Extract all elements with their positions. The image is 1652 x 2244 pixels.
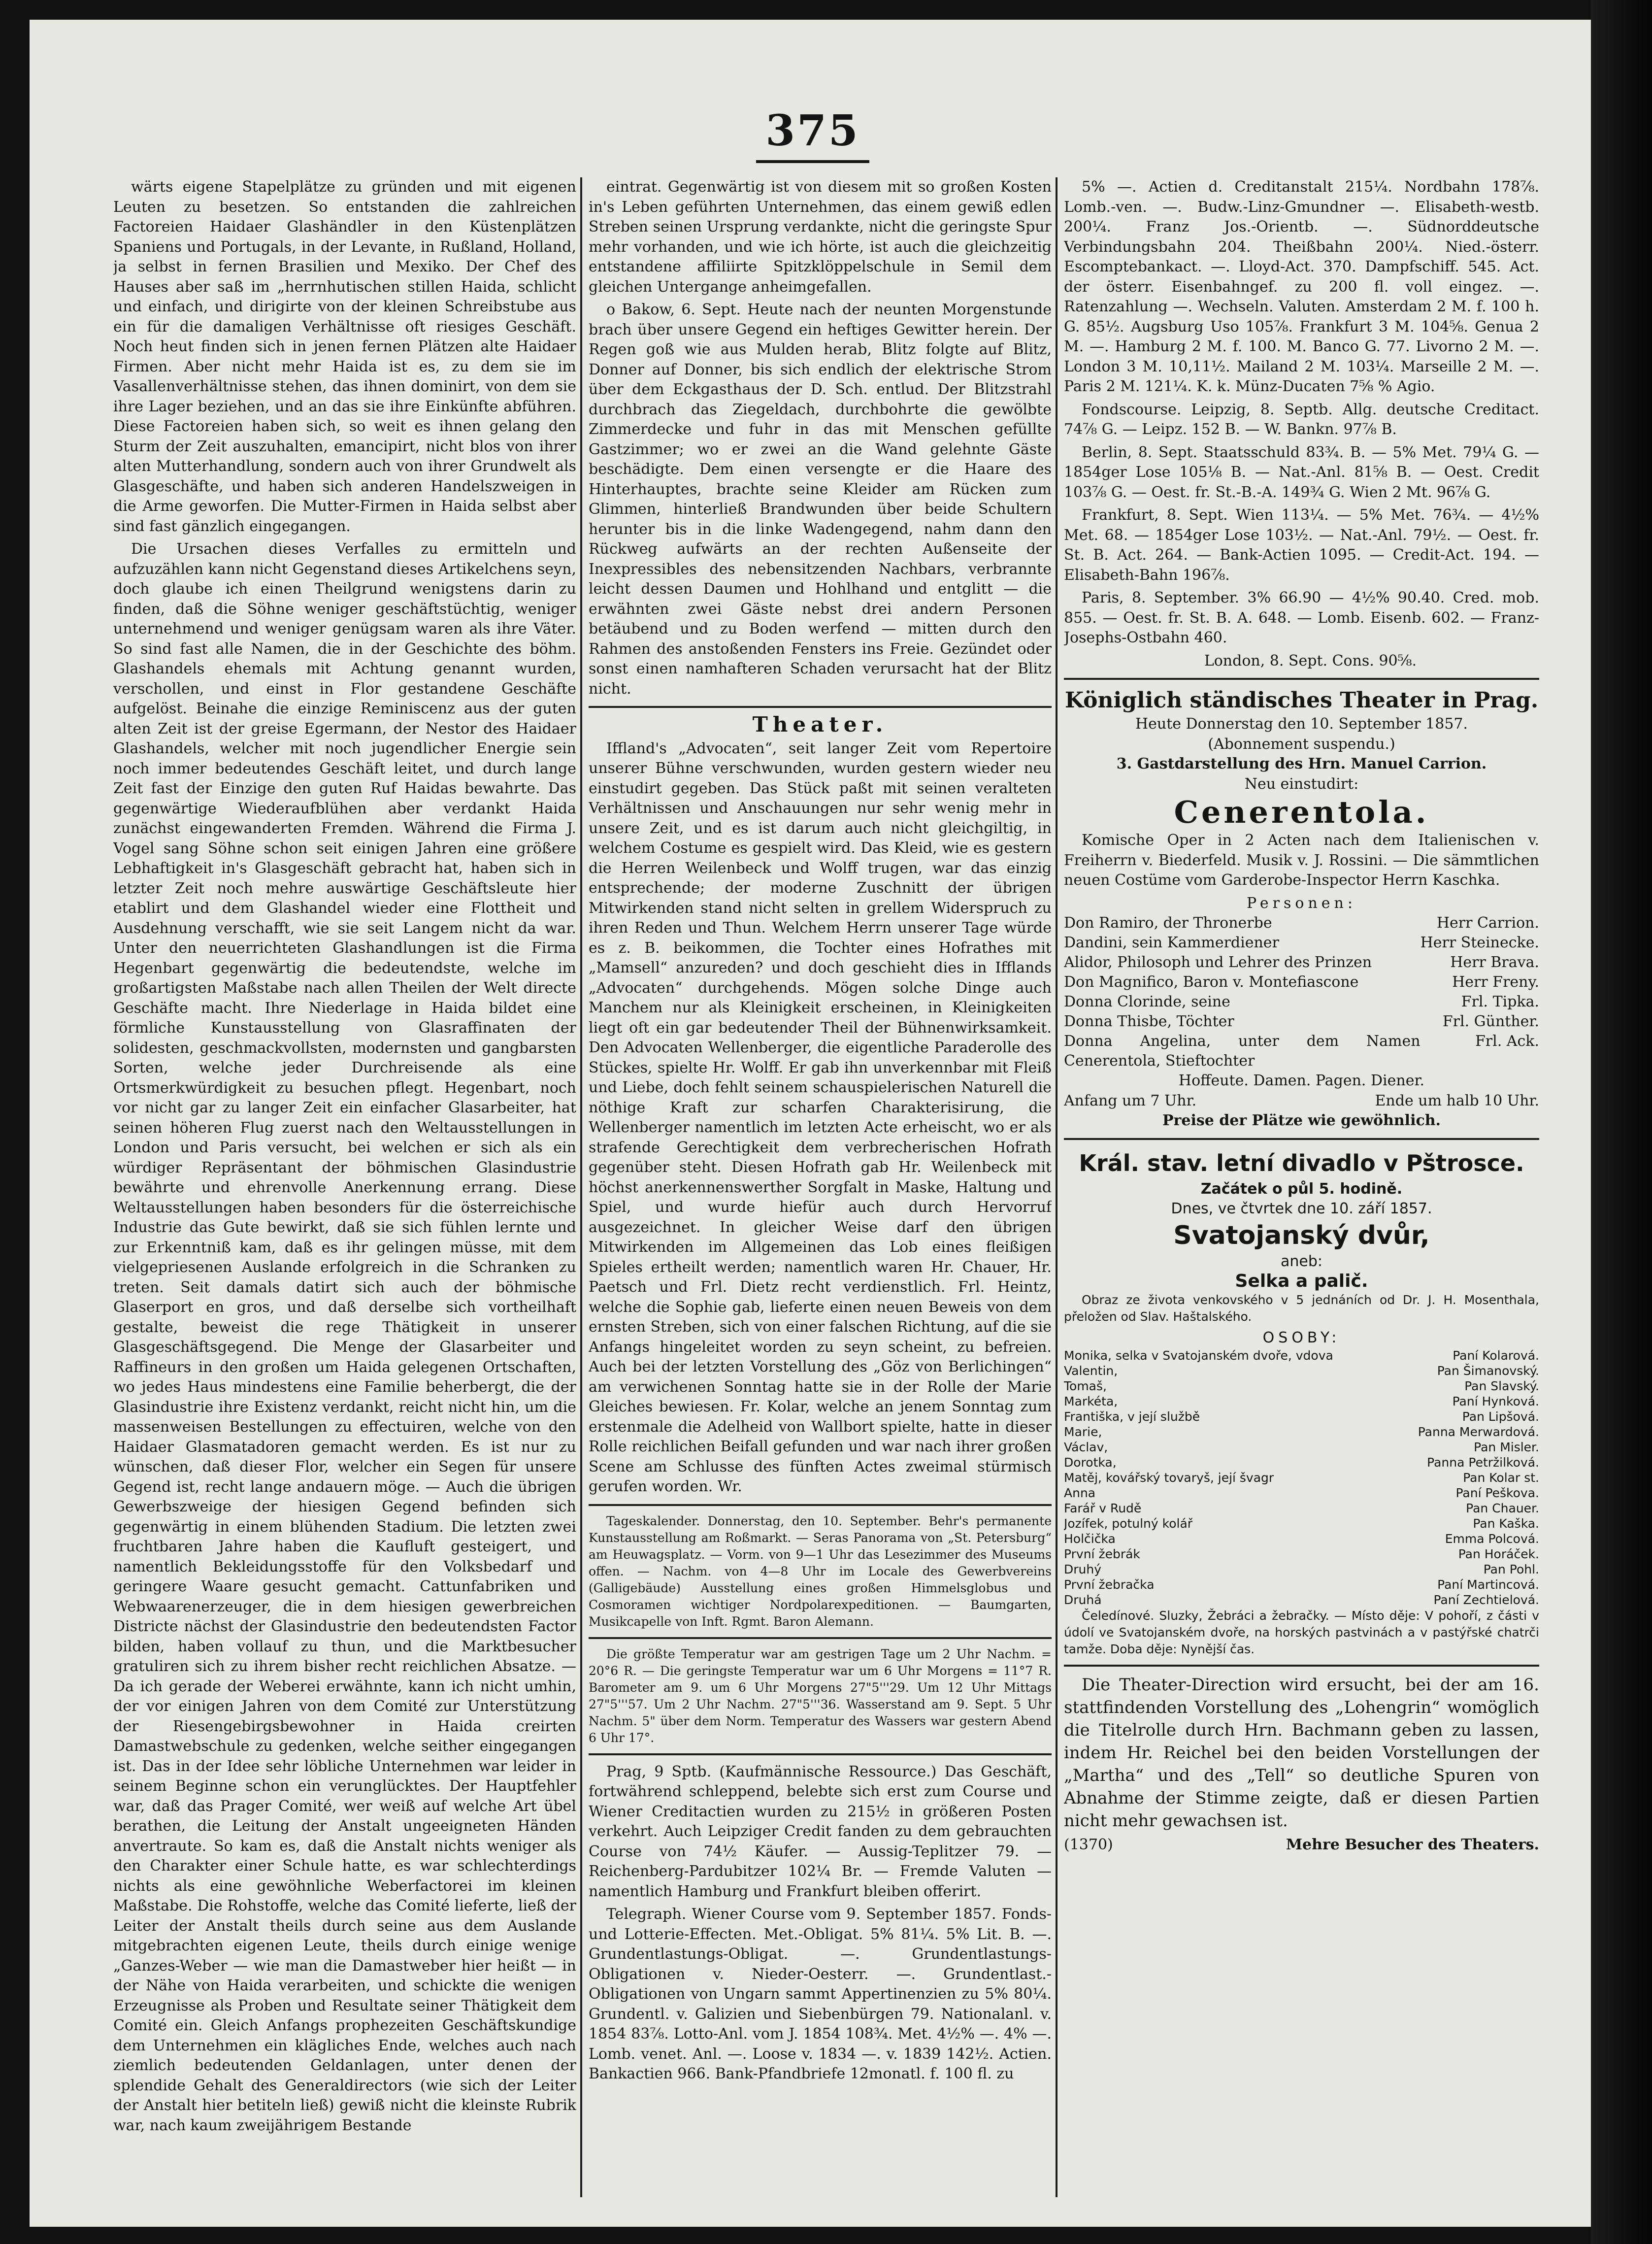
notice-signature: Mehre Besucher des Theaters.: [1286, 1836, 1539, 1853]
cast-actor: Paní Hynková.: [1452, 1394, 1539, 1408]
cast-actor: Pan Chauer.: [1466, 1501, 1539, 1515]
theater-heading: Theater.: [752, 712, 888, 737]
cast-actor: Pan Kaška.: [1473, 1516, 1539, 1531]
cast-actor: Pan Misler.: [1474, 1440, 1539, 1454]
theater-review: Iffland's „Advocaten“, seit langer Zeit vom Repertoire unserer Bühne verschwunden, wurden gestern wieder neu einstudirt gegeben. Das Stück paßt mit seinen veralteten Verhältnissen und Anschauungen nur sehr wenig mehr in unsere Zeit, und es ist darum auch nicht gleichgiltig, in welchem Costume es gespielt wird. Das Kleid, wie es gestern die Herren Weilenbeck und Wolff trugen, war das einzig entsprechende; der moderne Zuschnitt der übrigen Mitwirkenden stand nicht selten in grellem Widerspruch zu ihren Reden und Thun. Welchem Herrn unserer Tage würde es z. B. beikommen, die Tochter eines Hofrathes mit „Mamsell“ anzureden? und doch geschieht dies in Ifflands „Advocaten“ durchgehends. Mögen solche Dinge auch Manchem nur als Kleinigkeit erscheinen, in Kleinigkeiten liegt oft ein gar bedeutender Theil der Bühnenwirksamkeit. Den Advocaten Wellenberger, die eigentliche Paraderolle des Stückes, spielte Hr. Wolff. Er gab ihn unverkennbar mit Fleiß und Liebe, doch fehlt seinem schauspielerischen Naturell die nöthige Kraft zur scharfen Charakterisirung, die Wellenberger namentlich im letzten Acte erheischt, wo er als strafende Gerechtigkeit dem verbrecherischen Hofrath gegenüber steht. Diesen Hofrath gab Hr. Weilenbeck mit höchst anerkennenswerther Sorgfalt in Maske, Haltung und Spiel, und wurde hiefür auch durch Hervorruf ausgezeichnet. In gleicher Weise darf den übrigen Mitwirkenden im Allgemeinen das Lob eines fleißigen Spieles ertheilt werden; namentlich waren Hr. Chauer, Hr. Paetsch und Frl. Dietz recht verdienstlich. Frl. Heintz, welche die Sophie gab, lieferte einen neuen Beweis von dem ernsten Streben, sich von einer falschen Richtung, auf die sie Anfangs hingeleitet worden zu seyn scheint, zu befreien. Auch bei der letzten Vorstellung des „Göz von Berlichingen“ am verwichenen Sonntag hatte sie in der Rolle der Marie Gleiches bewiesen. Fr. Kolar, welche an jenem Sonntag zum erstenmale die Adelheid von Wallbort spielte, hatte in dieser Rolle reichlichen Beifall gefunden und war nach ihrer großen Scene am Schlusse des fünften Actes zweimal stürmisch gerufen worden. Wr.: [589, 739, 1052, 1495]
cast-role: Donna Thisbe, Töchter: [1064, 1013, 1234, 1030]
price-note: Preise der Plätze wie gewöhnlich.: [1162, 1112, 1441, 1129]
section-divider: [589, 1753, 1052, 1755]
article-paragraph: Die Ursachen dieses Verfalles zu ermitteln und aufzuzählen kann nicht Gegenstand dieses Artikelchens seyn, doch glaube ich einen Theilgrund wenigstens darin zu finden, daß die Söhne weniger geschäftstüchtig, weniger unternehmend und weniger genügsam waren als ihre Väter. So sind fast alle Namen, die in der Geschichte des böhm. Glashandels ehemals mit Achtung genannt wurden, verschollen, und einst in Flor gestandene Geschäfte aufgelöst. Beinahe die einzige Reminiscenz aus der guten alten Zeit ist der greise Egermann, der Nestor des Haidaer Glashandels, welcher mit noch jugendlicher Energie sein noch immer bedeutendes Geschäft leitet, und durch lange Zeit fast der Einzige den guten Ruf Haidas bewahrte. Das gegenwärtige Wiederaufblühen aber verdankt Haida zunächst eingewanderten Fremden. Während die Firma J. Vogel sang Söhne schon seit einigen Jahren eine größere Lebhaftigkeit in's Glasgeschäft gebracht hat, haben sich in letzter Zeit noch mehre auswärtige Geschäftsleute hier etablirt und dem Glashandel wieder eine Flottheit und Ausdehnung verschafft, wie sie seit Langem nicht da war. Unter den neuerrichteten Glashandlungen ist die Firma Hegenbart gegenwärtig die bedeutendste, welche im großartigsten Maßstabe nach allen Theilen der Welt directe Geschäfte macht. Ihre Niederlage in Haida bildet eine förmliche Kunstausstellung von Glasraffinaten der solidesten, geschmackvollsten, modernsten und gangbarsten Sorten, welche jeder Durchreisende als eine Ortsmerkwürdigkeit zu besuchen pflegt. Hegenbart, noch vor nicht gar zu langer Zeit ein einfacher Glasarbeiter, hat seinen höheren Flug zuerst nach den Weltausstellungen in London und Paris versucht, bei welchen er sich als ein würdiger Repräsentant der böhmischen Glasindustrie bewährte und ehrenvolle Anerkennung errang. Diese Weltausstellungen haben besonders für die österreichische Industrie das Gute bewirkt, daß sie sich fühlen lernte und zur Erkenntniß kam, daß es ihr gelingen müsse, mit dem vielgepriesenen Auslande erfolgreich in die Schranken zu treten. Seit damals datirt sich auch der böhmische Glaserport en gros, und daß derselbe sich vortheilhaft gestalte, beweist die rege Thätigkeit in unserer Glasgeschäftsgegend. Die Menge der Glasarbeiter und Raffineurs in den großen um Haida gelegenen Ortschaften, wo jedes Haus mindestens eine Familie beherbergt, die der Glasindustrie ihre Existenz verdankt, reicht nicht hin, um die massenweisen Bestellungen zu effectuiren, welche von den Haidaer Glasmatadoren gemacht werden. Es ist nur zu wünschen, daß dieser Flor, welcher ein Segen für unsere Gegend ist, recht lange andauern möge. — Auch die übrigen Gewerbszweige der hiesigen Gegend befinden sich gegenwärtig in einem blühenden Stadium. Die letzten zwei fruchtbaren Jahre haben die Kaufluft gesteigert, und namentlich Bekleidungsstoffe für den Volksbedarf und geringere Waare gesucht gemacht. Cattunfabriken und Webwaarenerzeuger, die in dem hiesigen gewerbreichen Districte nächst der Glasindustrie den bedeutendsten Factor bilden, haben vollauf zu thun, und die Marktbesucher gratuliren sich zu ihrem bisher recht reichlichen Absatze. — Da ich gerade der Weberei erwähnte, kann ich nicht umhin, der vor einigen Jahren von dem Comité zur Unterstützung der Riesengebirgsbewohner in Haida creirten Damastwebschule zu gedenken, welche seither eingegangen ist. Das in der Idee sehr löbliche Unternehmen war leider in seinem Beginne schon ein verunglücktes. Der Hauptfehler war, daß das Prager Comité, wer weiß auf welche Art übel berathen, die Leitung der Anstalt ungeeigneten Händen anvertraute. So kam es, daß die Anstalt nichts weniger als den Charakter einer Schule hatte, es war schlechterdings nichts als eine gewöhnliche Weberfactorei im kleinen Maßstabe. Die Rohstoffe, welche das Comité lieferte, ließ der Leiter der Anstalt theils durch seine aus dem Auslande mitgebrachten eigenen Leute, theils durch einige wenige „Ganzes-Weber — wie man die Damastweber hier heißt — in der Nähe von Haida verarbeiten, und schickte die wenigen Erzeugnisse als Proben und Resultate seiner Thätigkeit dem Comité ein. Gleich Anfangs prophezeiten Geschäftskundige dem Unternehmen ein klägliches Ende, welches auch nach ziemlich bedeutenden Geldanlagen, unter denen der splendide Gehalt des Generaldirectors (wie sich der Leiter der Anstalt hier betiteln ließ) gewiß nicht die kleinste Rubrik war, nach kaum zweijährigem Bestande: [113, 540, 576, 2134]
cast-role: Markéta,: [1064, 1394, 1118, 1408]
czech-play-title: Svatojanský dvůr,: [1173, 1220, 1430, 1250]
cast-row: [1064, 1501, 1539, 1516]
chorus-line: Hoffeute. Damen. Pagen. Diener.: [1178, 1072, 1425, 1089]
cast-role: Václav,: [1064, 1440, 1108, 1454]
section-divider: [589, 1504, 1052, 1506]
czech-description: Obraz ze života venkovského v 5 jednáních od Dr. J. H. Mosenthala, přeložen od Slav. Haštalského.: [1064, 1292, 1539, 1324]
cast-row: [1064, 913, 1539, 933]
exchange-paragraph: London, 8. Sept. Cons. 90⅝.: [1204, 652, 1417, 670]
start-time: Anfang um 7 Uhr.: [1064, 1092, 1197, 1109]
cast-row: [1064, 1577, 1539, 1592]
cast-role: Tomaš,: [1064, 1379, 1107, 1393]
cast-actor: Paní Zechtielová.: [1433, 1593, 1539, 1607]
cast-actor: Frl. Tipka.: [1461, 993, 1539, 1010]
cast-role: Marie,: [1064, 1425, 1102, 1439]
czech-subtitle: Selka a palič.: [1235, 1271, 1368, 1291]
abonnement-note: (Abonnement suspendu.): [1208, 735, 1395, 753]
cast-role: Donna Angelina, unter dem Namen Cenerentola, Stieftochter: [1064, 1033, 1421, 1070]
performance-date: Heute Donnerstag den 10. September 1857.: [1135, 715, 1468, 733]
czech-date: Dnes, ve čtvrtek dne 10. září 1857.: [1171, 1200, 1432, 1217]
cast-row: [1064, 1470, 1539, 1485]
czech-cast-table: [1064, 1348, 1539, 1608]
opera-description: Komische Oper in 2 Acten nach dem Italienischen v. Freiherrn v. Biederfeld. Musik v. J. Rossini. — Die sämmtlichen neuen Costüme vom Garderobe-Inspector Herrn Kaschka.: [1064, 832, 1539, 889]
cast-row: [1064, 1562, 1539, 1577]
tageskalender: Tageskalender. Donnerstag, den 10. September. Behr's permanente Kunstausstellung am Roßmarkt. — Seras Panorama von „St. Petersburg“ am Heuwagsplatz. — Vorm. von 9—1 Uhr das Lesezimmer des Museums offen. — Nachm. von 4—8 Uhr im Locale des Gewerbvereins (Galligebäude) Ausstellung eines großen Himmelsglobus und Cosmoramen wichtiger Nordpolarexpeditionen. — Baumgarten, Musikcapelle von Inft. Rgmt. Baron Alemann.: [589, 1513, 1052, 1629]
cast-actor: Pan Kolar st.: [1463, 1471, 1539, 1485]
column-divider: [580, 177, 582, 2197]
exchange-paragraph: Fondscourse. Leipzig, 8. Septb. Allg. deutsche Creditact. 74⅞ G. — Leipz. 152 B. — W. Bankn. 97⅞ B.: [1064, 401, 1539, 438]
opera-title: Cenerentola.: [1174, 794, 1429, 830]
cast-heading: Personen:: [1247, 894, 1356, 912]
cast-row: [1064, 1485, 1539, 1501]
article-paragraph: eintrat. Gegenwärtig ist von diesem mit so großen Kosten in's Leben geführten Unternehmen, das einem gewiß edlen Streben seinen Ursprung verdankte, nicht die geringste Spur mehr vorhanden, und wie ich hörte, ist auch die gleichzeitig entstandene affiliirte Spitzklöppelschule in Semil dem gleichen Untergange anheimgefallen.: [589, 178, 1052, 296]
cast-role: Farář v Rudě: [1064, 1501, 1142, 1515]
cast-role: Don Magnifico, Baron v. Montefiascone: [1064, 973, 1359, 991]
page-number-rule: [756, 160, 869, 163]
cast-actor: Paní Kolarová.: [1453, 1348, 1539, 1363]
czech-aneb: aneb:: [1280, 1252, 1322, 1270]
cast-row: [1064, 992, 1539, 1012]
theater-title: Königlich ständisches Theater in Prag.: [1064, 688, 1539, 713]
exchange-paragraph: Berlin, 8. Sept. Staatsschuld 83¾. B. — 5% Met. 79¼ G. — 1854ger Lose 105⅛ B. — Nat.-Anl. 81⅝ B. — Oest. Credit 103⅞ G. — Oest. fr. St.-B.-A. 149¾ G. Wien 2 Mt. 96⅞ G.: [1064, 443, 1539, 501]
cast-actor: Panna Petržilková.: [1427, 1455, 1539, 1470]
cast-actor: Emma Polcová.: [1445, 1532, 1539, 1546]
right-column: [1064, 177, 1539, 2192]
cast-actor: Panna Merwardová.: [1418, 1425, 1539, 1439]
middle-column: [589, 177, 1052, 2192]
guest-performance: 3. Gastdarstellung des Hrn. Manuel Carrion.: [1116, 755, 1487, 772]
cast-row: [1064, 1032, 1539, 1071]
cast-role: Dandini, sein Kammerdiener: [1064, 934, 1279, 951]
scan-edge: [1591, 0, 1652, 2244]
end-time: Ende um halb 10 Uhr.: [1375, 1092, 1539, 1109]
cast-role: Druhý: [1064, 1562, 1102, 1576]
article-paragraph: wärts eigene Stapelplätze zu gründen und mit eigenen Leuten zu besetzen. So entstanden die zahlreichen Factoreien Haidaer Glashändler in den Küstenplätzen Spaniens und Portugals, in der Levante, in Rußland, Holland, ja selbst in fernen Brasilien und Mexiko. Der Chef des Hauses aber saß im „herrnhutischen stillen Haida, schlicht und einfach, und dirigirte von der kleinen Schreibstube aus ein für die damaligen Verhältnisse oft riesiges Geschäft. Noch heut finden sich in jenen fernen Plätzen alte Haidaer Firmen. Aber nicht mehr Haida ist es, zu dem sie im Vasallenverhältnisse stehen, das ihnen dominirt, von dem sie ihre Lager beziehen, und an das sie ihre Einkünfte abführen. Diese Factoreien haben sich, so weit es ihnen gelang den Sturm der Zeit auszuhalten, emancipirt, nicht blos von ihrer alten Mutterhandlung, sondern auch von ihrer Grundwelt als Glasgeschäfte, und haben sich anderen Handelszweigen in die Arme geworfen. Die Mutter-Firmen in Haida selbst aber sind fast gänzlich eingegangen.: [113, 178, 576, 535]
cast-role: První žebračka: [1064, 1577, 1155, 1592]
cast-role: Alidor, Philosoph und Lehrer des Prinzen: [1064, 954, 1372, 971]
cast-actor: Pan Slavský.: [1464, 1379, 1539, 1393]
column-divider: [1056, 177, 1057, 2197]
reader-notice: Die Theater-Direction wird ersucht, bei der am 16. stattfindenden Vorstellung des „Lohengrin“ womöglich die Titelrolle durch Hrn. Bachmann geben zu lassen, indem Hr. Reichel bei den beiden Vorstellungen der „Martha“ und des „Tell“ so deutliche Spuren von Abnahme der Stimme zeigte, daß er diesen Partien nicht mehr gewachsen ist.: [1064, 1675, 1539, 1831]
cast-row: [1064, 933, 1539, 953]
cast-row: [1064, 1378, 1539, 1394]
cast-actor: Paní Peškova.: [1455, 1486, 1539, 1500]
cast-actor: Frl. Günther.: [1442, 1013, 1539, 1030]
cast-actor: Frl. Ack.: [1475, 1033, 1539, 1050]
cast-row: [1064, 1516, 1539, 1531]
exchange-paragraph: Frankfurt, 8. Sept. Wien 113¼. — 5% Met. 76¾. — 4½% Met. 68. — 1854ger Lose 103½. — Nat.-Anl. 79½. — Oest. fr. St. B. Act. 264. — Bank-Actien 1095. — Credit-Act. 194. — Elisabeth-Bahn 196⅞.: [1064, 506, 1539, 584]
left-column: [113, 177, 576, 2192]
cast-role: Anna: [1064, 1486, 1096, 1500]
cast-actor: Pan Šimanovský.: [1437, 1364, 1539, 1378]
cast-role: Františka, v její službě: [1064, 1409, 1200, 1424]
cast-row: [1064, 1455, 1539, 1470]
cast-row: [1064, 953, 1539, 972]
cast-row: [1064, 1363, 1539, 1378]
cast-role: Donna Clorinde, seine: [1064, 993, 1230, 1010]
cast-row: [1064, 972, 1539, 992]
czech-chorus: Čeledínové. Sluzky, Žebráci a žebračky. — Místo děje: V pohoří, z části v údolí ve Svatojanském dvoře, na horských pastvinách a v pastýřské chatrči tamže. Doba děje: Nynější čas.: [1064, 1608, 1539, 1656]
market-report: Prag, 9 Sptb. (Kaufmännische Ressource.) Das Geschäft, fortwährend schleppend, belebte sich erst zum Course und Wiener Creditactien wurden zu 215½ in größeren Posten verkehrt. Auch Leipziger Credit fanden zu dem gebrauchten Course von 74½ Käufer. — Aussig-Teplitzer 79. — Reichenberg-Pardubitzer 102¼ Br. — Fremde Valuten — namentlich Hamburg und Frankfurt bleiben offerirt.: [589, 1763, 1052, 1900]
cast-actor: Pan Lipšová.: [1462, 1409, 1539, 1424]
page-number: 375: [765, 106, 860, 156]
cast-row: [1064, 1409, 1539, 1424]
notice-number: (1370): [1064, 1836, 1113, 1853]
section-divider: [1064, 678, 1539, 680]
telegraph-report: Telegraph. Wiener Course vom 9. September 1857. Fonds- und Lotterie-Effecten. Met.-Obligat. 5% 81¼. 5% Lit. B. —. Grundentlastungs-Obligat. —. Grundentlastungs-Obligationen v. Nieder-Oesterr. —. Grundentlast.-Obligationen von Ungarn sammt Appertinenzien zu 5% 80¼. Grundentl. v. Galizien und Siebenbürgen 79. Nationalanl. v. 1854 83⅞. Lotto-Anl. vom J. 1854 108¾. Met. 4½% —. 4% —. Lomb. venet. Anl. —. Loose v. 1834 —. v. 1839 142½. Actien. Bankactien 966. Bank-Pfandbriefe 12monatl. f. 100 fl. zu: [589, 1906, 1052, 2082]
article-paragraph: o Bakow, 6. Sept. Heute nach der neunten Morgenstunde brach über unsere Gegend ein heftiges Gewitter herein. Der Regen goß wie aus Mulden herab, Blitz folgte auf Blitz, Donner auf Donner, bis sich endlich der elektrische Strom über dem Eckgasthaus der D. Sch. entlud. Der Blitzstrahl durchbrach das Ziegeldach, durchbohrte die gewölbte Zimmerdecke und fuhr in das mit Menschen gefüllte Gastzimmer; wo er zwei an die Wand gelehnte Gäste beschädigte. Dem einen versengte er die Haare des Hinterhauptes, brachte seine Kleider am Rücken zum Glimmen, hinterließ Brandwunden über beide Schultern herunter bis in die linke Wadengegend, nahm dann den Rückweg aufwärts an der rechten Außenseite der Inexpressibles des nebensitzenden Nachbars, verbrannte leicht dessen Daumen und Hohlhand und entglitt — die erwähnten zwei Gäste nebst drei andern Personen betäubend und zu Boden werfend — mitten durch den Rahmen des anstoßenden Fensters ins Freie. Gezündet oder sonst einen namhafteren Schaden verursacht hat der Blitz nicht.: [589, 301, 1052, 698]
section-divider: [1064, 1138, 1539, 1140]
times-row: [1064, 1091, 1539, 1111]
cast-row: [1064, 1012, 1539, 1032]
weather-report: Die größte Temperatur war am gestrigen Tage um 2 Uhr Nachm. = 20°6 R. — Die geringste Temperatur war um 6 Uhr Morgens = 11°7 R. Barometer am 9. um 6 Uhr Morgens 27"5'''29. Um 12 Uhr Mittags 27"5'''57. Um 2 Uhr Nachm. 27"5'''36. Wasserstand am 9. Sept. 5 Uhr Nachm. 5" über dem Norm. Temperatur des Wassers war gestern Abend 6 Uhr 17°.: [589, 1646, 1052, 1745]
section-divider: [589, 706, 1052, 708]
cast-role: Dorotka,: [1064, 1455, 1117, 1470]
notice-footer: [1064, 1835, 1539, 1855]
cast-actor: Paní Martincová.: [1437, 1577, 1539, 1592]
cast-role: První žebrák: [1064, 1547, 1140, 1561]
cast-role: Jozífek, potulný kolář: [1064, 1516, 1193, 1531]
cast-role: Druhá: [1064, 1593, 1102, 1607]
cast-role: Holčička: [1064, 1532, 1116, 1546]
cast-actor: Herr Steinecke.: [1420, 934, 1539, 951]
newspaper-page: [30, 20, 1591, 2227]
exchange-paragraph: 5% —. Actien d. Creditanstalt 215¼. Nordbahn 178⅞. Lomb.-ven. —. Budw.-Linz-Gmundner —. Elisabeth-westb. 200¼. Franz Jos.-Orientb. —. Südnorddeutsche Verbindungsbahn 204. Theißbahn 200¼. Nied.-österr. Escomptebankact. —. Lloyd-Act. 370. Dampfschiff. 545. Act. der österr. Eisenbahngef. zu 200 fl. voll eingez. —. Ratenzahlung —. Wechseln. Valuten. Amsterdam 2 M. f. 100 h. G. 85½. Augsburg Uso 105⅞. Frankfurt 3 M. 104⅝. Genua 2 M. —. Hamburg 2 M. f. 100. M. Banco G. 77. Livorno 2 M. —. London 3 M. 10,11½. Mailand 2 M. 103¼. Marseille 2 M. —. Paris 2 M. 121¼. K. k. Münz-Ducaten 7⅝ % Agio.: [1064, 178, 1539, 395]
cast-role: Don Ramiro, der Thronerbe: [1064, 914, 1272, 932]
cast-row: [1064, 1440, 1539, 1455]
cast-actor: Pan Pohl.: [1483, 1562, 1539, 1576]
cast-role: Matěj, kovářský tovaryš, její švagr: [1064, 1471, 1274, 1485]
czech-cast-heading: OSOBY:: [1262, 1329, 1341, 1346]
cast-row: [1064, 1348, 1539, 1363]
czech-start-time: Začátek o půl 5. hodině.: [1200, 1180, 1403, 1198]
cast-row: [1064, 1424, 1539, 1440]
cast-actor: Herr Freny.: [1452, 973, 1539, 991]
cast-row: [1064, 1394, 1539, 1409]
cast-role: Monika, selka v Svatojanském dvoře, vdova: [1064, 1348, 1333, 1363]
new-production-label: Neu einstudirt:: [1244, 775, 1359, 793]
cast-row: [1064, 1546, 1539, 1562]
cast-table: [1064, 913, 1539, 1071]
cast-role: Valentin,: [1064, 1364, 1118, 1378]
cast-actor: Pan Horáček.: [1458, 1547, 1539, 1561]
cast-row: [1064, 1531, 1539, 1546]
cast-actor: Herr Brava.: [1450, 954, 1539, 971]
section-divider: [589, 1637, 1052, 1639]
section-divider: [1064, 1665, 1539, 1667]
cast-actor: Herr Carrion.: [1436, 914, 1539, 932]
cast-row: [1064, 1592, 1539, 1608]
exchange-paragraph: Paris, 8. September. 3% 66.90 — 4½% 90.40. Cred. mob. 855. — Oest. fr. St. B. A. 648. — Lomb. Eisenb. 602. — Franz-Josephs-Ostbahn 460.: [1064, 589, 1539, 646]
czech-theater-title: Král. stav. letní divadlo v Pštrosce.: [1079, 1149, 1524, 1176]
